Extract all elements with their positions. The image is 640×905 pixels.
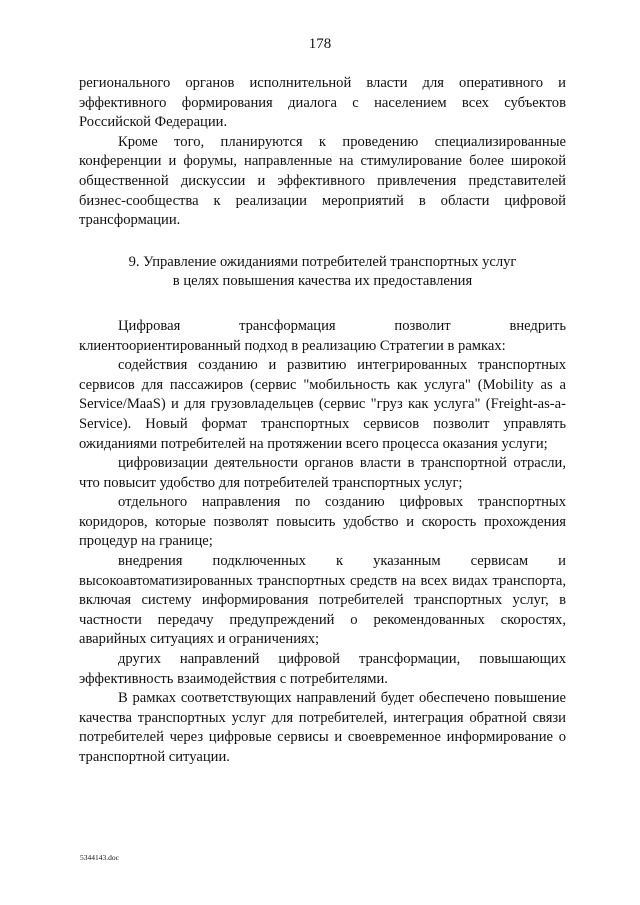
section-heading-line-2: в целях повышения качества их предоставления bbox=[172, 273, 473, 290]
paragraph-conclusion: В рамках соответствующих направлений будет обеспечено повышение качества транспортных услуг для потребителей, интеграция обратной связи потребителей через цифровые сервисы и своевременное информирование о транспортной ситуации. bbox=[79, 690, 566, 765]
paragraph-connected-vehicles: внедрения подключенных к указанным сервисам и высокоавтоматизированных транспортных средств на всех видах транспорта, включая систему информирования потребителей транспортных услуг, в частности передачу предупреждений о рекомендованных скоростях, аварийных ситуациях и ограничениях; bbox=[79, 553, 566, 648]
paragraph-conferences: Кроме того, планируются к проведению специализированные конференции и форумы, направленные на стимулирование более широкой общественной дискуссии и эффективного привлечения представителей бизнес-сообщества к реализации мероприятий в области цифровой трансформации. bbox=[79, 133, 566, 229]
paragraph-other-directions: других направлений цифровой трансформации, повышающих эффективность взаимодействия с потребителями. bbox=[79, 651, 566, 687]
page-number: 178 bbox=[308, 36, 332, 52]
document-filename: 5344143.doc bbox=[80, 853, 119, 862]
paragraph-digital-corridors: отдельного направления по созданию цифровых транспортных коридоров, которые позволят повысить удобство и скорость прохождения процедур на границе; bbox=[79, 494, 566, 550]
document-body bbox=[79, 74, 566, 768]
paragraph-intro: Цифровая трансформация позволит внедрить клиентоориентированный подход в реализацию Стратегии в рамках: bbox=[79, 317, 566, 354]
section-heading-line-1: 9. Управление ожиданиями потребителей транспортных услуг bbox=[128, 253, 517, 270]
paragraph-digitalization-authorities: цифровизации деятельности органов власти в транспортной отрасли, что повысит удобство для потребителей транспортных услуг; bbox=[79, 455, 566, 491]
paragraph-integrated-services: содействия созданию и развитию интегрированных транспортных сервисов для пассажиров (сервис "мобильность как услуга" (Mobility as a Service/MaaS) и для грузовладельцев (сервис "груз как услуга" (Freight-as-a-Service). Новый формат транспортных сервисов позволит управлять ожиданиями потребителей на протяжении всего процесса оказания услуги; bbox=[79, 357, 566, 452]
paragraph-continuation: регионального органов исполнительной власти для оперативного и эффективного формирования диалога с населением всех субъектов Российской Федерации. bbox=[79, 75, 566, 131]
section-heading bbox=[79, 253, 566, 292]
